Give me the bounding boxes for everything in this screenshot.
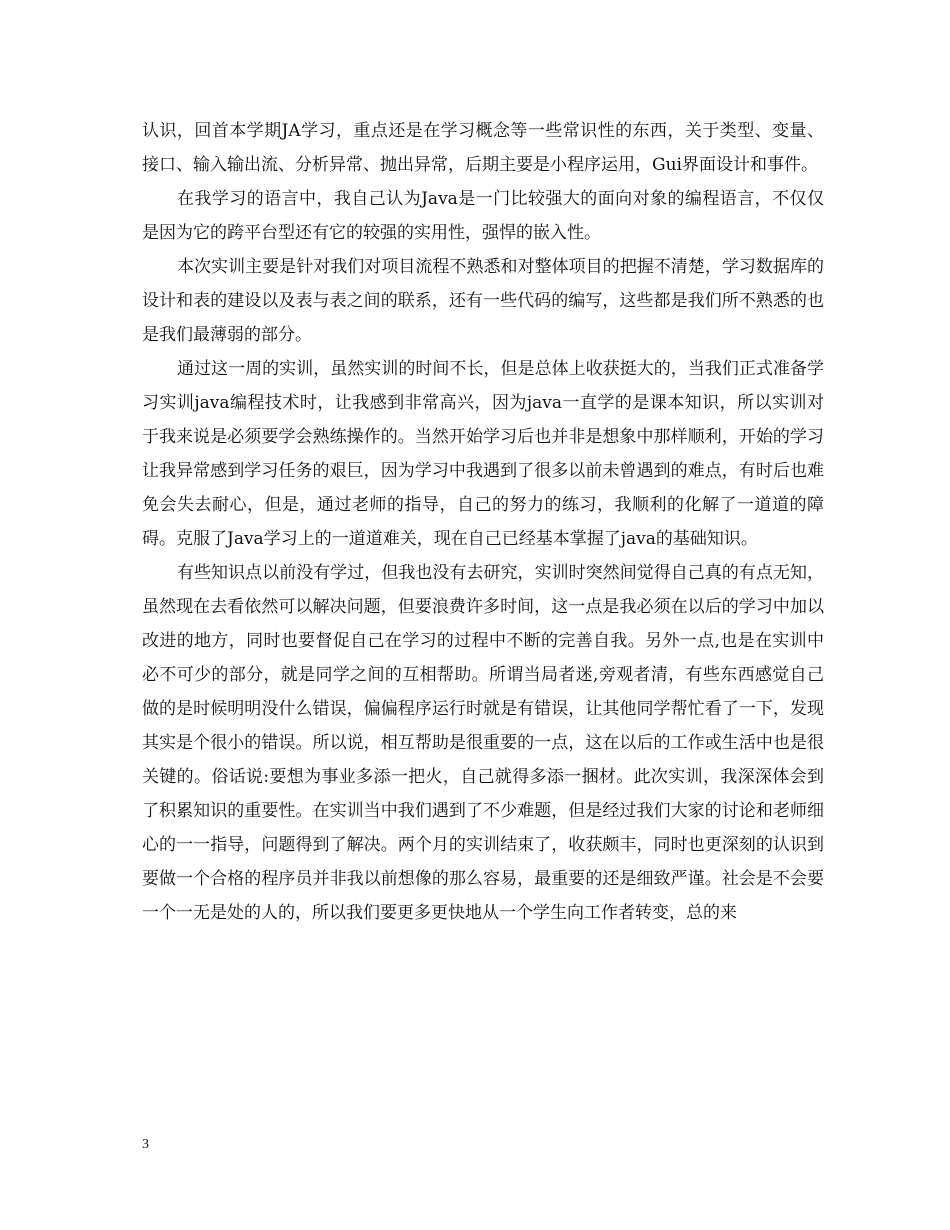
body-text [142,114,824,930]
paragraph-java-opinion: 在我学习的语言中，我自己认为Java是一门比较强大的面向对象的编程语言，不仅仅是因为它的跨平台型还有它的较强的实用性，强悍的嵌入性。 [142,189,824,243]
paragraph-training-focus: 本次实训主要是针对我们对项目流程不熟悉和对整体项目的把握不清楚，学习数据库的设计和表的建设以及表与表之间的联系，还有一些代码的编写，这些都是我们所不熟悉的也是我们最薄弱的部分。 [142,257,824,345]
paragraph-reflection: 有些知识点以前没有学过，但我也没有去研究，实训时突然间觉得自己真的有点无知，虽然现在去看依然可以解决问题，但要浪费许多时间，这一点是我必须在以后的学习中加以改进的地方，同时也要督促自己在学习的过程中不断的完善自我。另外一点,也是在实训中必不可少的部分，就是同学之间的互相帮助。所谓当局者迷,旁观者清，有些东西感觉自己做的是时候明明没什么错误，偏偏程序运行时就是有错误，让其他同学帮忙看了一下，发现其实是个很小的错误。所以说，相互帮助是很重要的一点，这在以后的工作或生活中也是很关键的。俗话说:要想为事业多添一把火，自己就得多添一捆材。此次实训，我深深体会到了积累知识的重要性。在实训当中我们遇到了不少难题，但是经过我们大家的讨论和老师细心的一一指导，问题得到了解决。两个月的实训结束了，收获颇丰，同时也更深刻的认识到要做一个合格的程序员并非我以前想像的那么容易，最重要的还是细致严谨。社会是不会要一个一无是处的人的，所以我们要更多更快地从一个学生向工作者转变，总的来 [142,563,824,923]
paragraph-continued: 认识，回首本学期JA学习，重点还是在学习概念等一些常识性的东西，关于类型、变量、接口、输入输出流、分析异常、抛出异常，后期主要是小程序运用，Gui界面设计和事件。 [142,121,824,175]
paragraph-week-training: 通过这一周的实训，虽然实训的时间不长，但是总体上收获挺大的，当我们正式准备学习实训java编程技术时，让我感到非常高兴，因为java一直学的是课本知识，所以实训对于我来说是必须要学会熟练操作的。当然开始学习后也并非是想象中那样顺利，开始的学习让我异常感到学习任务的艰巨，因为学习中我遇到了很多以前未曾遇到的难点，有时后也难免会失去耐心，但是，通过老师的指导，自己的努力的练习，我顺利的化解了一道道的障碍。克服了Java学习上的一道道难关，现在自己已经基本掌握了java的基础知识。 [142,359,824,549]
page-number: 3 [142,1137,149,1152]
